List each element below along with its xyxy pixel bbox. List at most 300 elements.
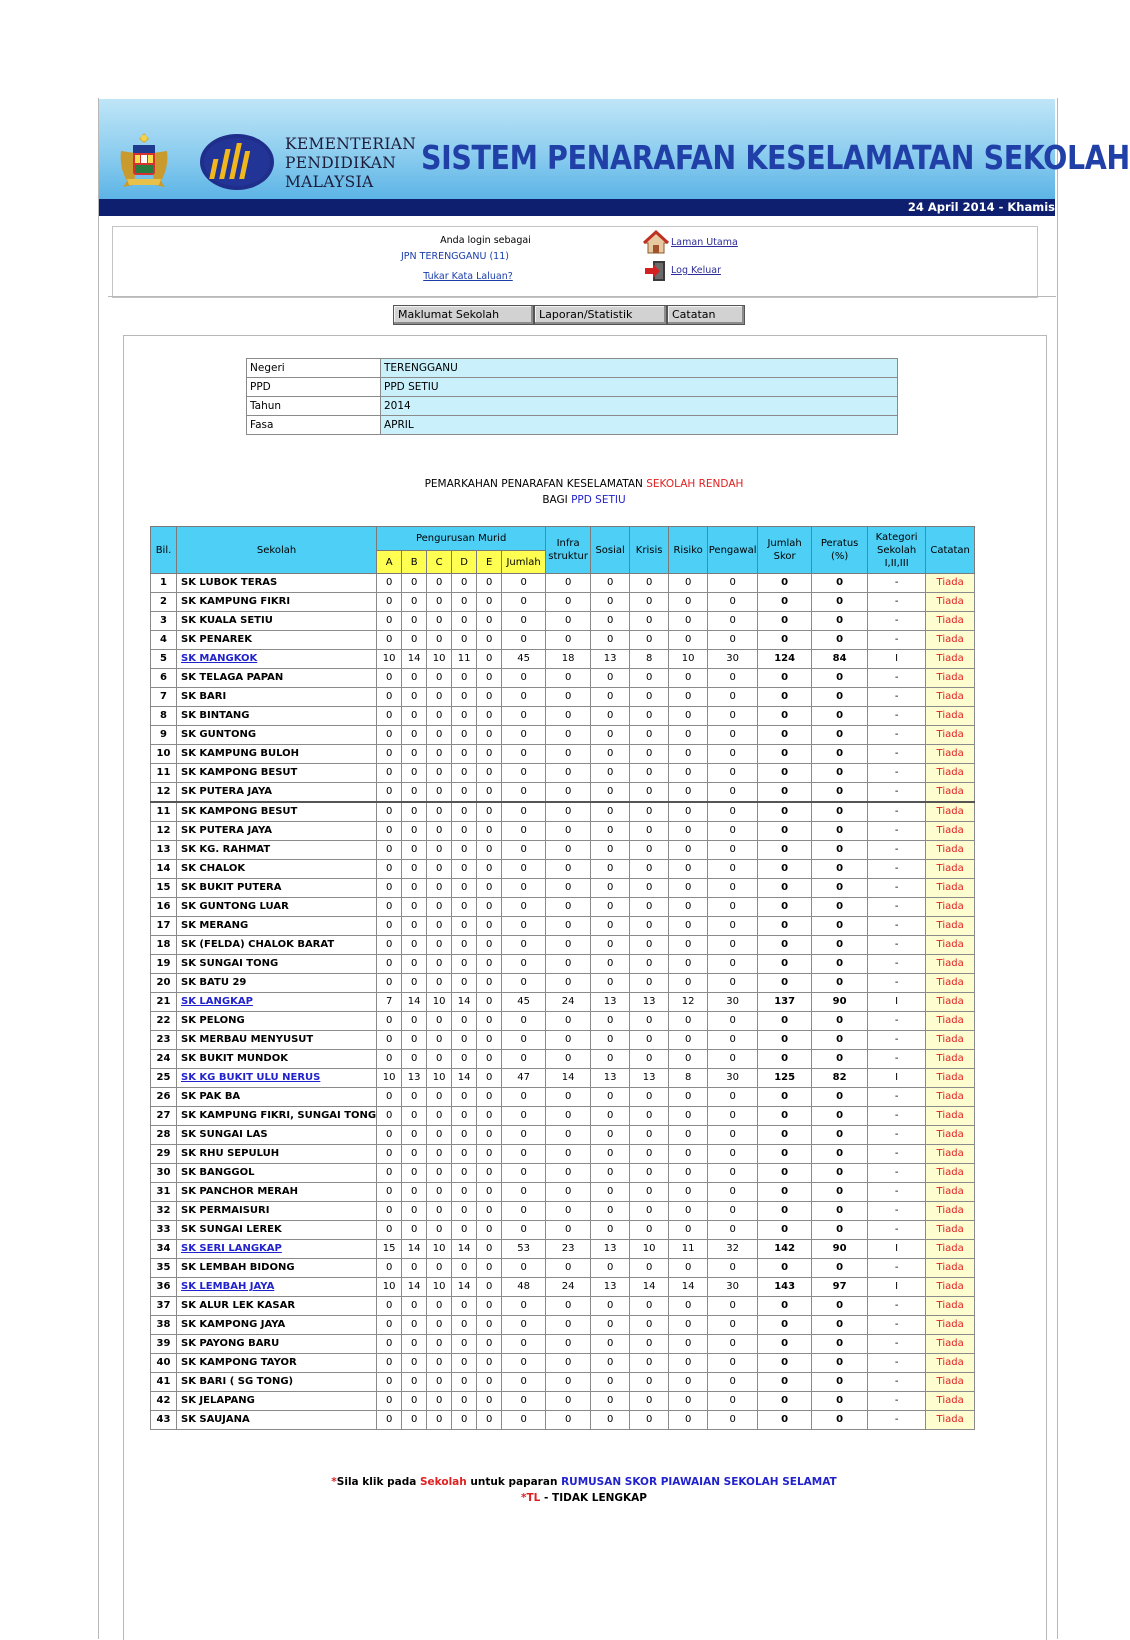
cell-c: 0 xyxy=(427,631,452,650)
col-risiko: Risiko xyxy=(669,527,708,574)
cell-d: 0 xyxy=(452,745,477,764)
cell-jumlah: 0 xyxy=(502,1221,546,1240)
cell-a: 0 xyxy=(377,936,402,955)
cell-catatan: Tiada xyxy=(926,574,975,593)
col-kategori-line-2: Sekolah xyxy=(876,544,917,556)
cell-c: 0 xyxy=(427,1316,452,1335)
cell-catatan: Tiada xyxy=(926,1354,975,1373)
info-value: 2014 xyxy=(381,397,898,416)
cell-pengawal: 0 xyxy=(708,1297,758,1316)
cell-krisis: 0 xyxy=(630,1050,669,1069)
school-link[interactable]: SK SERI LANGKAP xyxy=(181,1243,282,1254)
cell-kategori: I xyxy=(868,1278,926,1297)
table-row xyxy=(151,841,975,860)
cell-a: 0 xyxy=(377,1126,402,1145)
cell-a: 0 xyxy=(377,745,402,764)
cell-peratus: 84 xyxy=(812,650,868,669)
cell-infrastruktur: 0 xyxy=(546,1316,591,1335)
cell-jumlah-skor: 0 xyxy=(758,726,812,745)
table-row xyxy=(151,917,975,936)
col-c: C xyxy=(427,551,452,574)
cell-catatan: Tiada xyxy=(926,1050,975,1069)
col-e: E xyxy=(477,551,502,574)
cell-e: 0 xyxy=(477,593,502,612)
school-link[interactable]: SK LEMBAH JAYA xyxy=(181,1281,275,1292)
table-row xyxy=(151,745,975,764)
table-row xyxy=(151,612,975,631)
school-link[interactable]: SK LANGKAP xyxy=(181,996,253,1007)
cell-krisis: 0 xyxy=(630,764,669,783)
cell-e: 0 xyxy=(477,1107,502,1126)
cell-e: 0 xyxy=(477,612,502,631)
cell-infrastruktur: 0 xyxy=(546,574,591,593)
house-icon xyxy=(643,231,669,255)
cell-a: 0 xyxy=(377,631,402,650)
cell-catatan: Tiada xyxy=(926,745,975,764)
cell-sekolah: SK BUKIT MUNDOK xyxy=(177,1050,377,1069)
cell-catatan: Tiada xyxy=(926,1164,975,1183)
cell-bil: 28 xyxy=(151,1126,177,1145)
table-row xyxy=(151,974,975,993)
cell-b: 0 xyxy=(402,1183,427,1202)
cell-b: 0 xyxy=(402,612,427,631)
info-label: Fasa xyxy=(247,416,381,435)
cell-jumlah: 0 xyxy=(502,593,546,612)
cell-kategori: - xyxy=(868,1373,926,1392)
cell-b: 0 xyxy=(402,936,427,955)
cell-catatan: Tiada xyxy=(926,1221,975,1240)
change-password-link[interactable]: Tukar Kata Laluan? xyxy=(423,271,513,282)
cell-sekolah: SK KAMPUNG FIKRI, SUNGAI TONG xyxy=(177,1107,377,1126)
cell-jumlah-skor: 0 xyxy=(758,593,812,612)
cell-jumlah: 0 xyxy=(502,822,546,841)
cell-jumlah-skor: 0 xyxy=(758,669,812,688)
cell-d: 0 xyxy=(452,1145,477,1164)
cell-pengawal: 0 xyxy=(708,898,758,917)
cell-b: 0 xyxy=(402,1335,427,1354)
cell-d: 0 xyxy=(452,1335,477,1354)
cell-risiko: 0 xyxy=(669,1183,708,1202)
cell-kategori: - xyxy=(868,1107,926,1126)
cell-a: 0 xyxy=(377,1411,402,1430)
cell-jumlah: 0 xyxy=(502,1297,546,1316)
cell-kategori: - xyxy=(868,764,926,783)
cell-b: 0 xyxy=(402,879,427,898)
cell-b: 0 xyxy=(402,1145,427,1164)
caption-line2-prefix: BAGI xyxy=(542,494,568,506)
info-row xyxy=(247,416,898,435)
cell-infrastruktur: 0 xyxy=(546,1335,591,1354)
cell-jumlah: 0 xyxy=(502,917,546,936)
cell-d: 0 xyxy=(452,898,477,917)
cell-jumlah-skor: 124 xyxy=(758,650,812,669)
cell-bil: 12 xyxy=(151,822,177,841)
cell-risiko: 0 xyxy=(669,974,708,993)
cell-peratus: 0 xyxy=(812,1392,868,1411)
cell-sekolah xyxy=(177,1240,377,1259)
cell-d: 0 xyxy=(452,764,477,783)
cell-d: 11 xyxy=(452,650,477,669)
cell-peratus: 97 xyxy=(812,1278,868,1297)
cell-sekolah: SK LEMBAH BIDONG xyxy=(177,1259,377,1278)
cell-infrastruktur: 0 xyxy=(546,1031,591,1050)
cell-a: 0 xyxy=(377,917,402,936)
cell-c: 0 xyxy=(427,1297,452,1316)
cell-krisis: 13 xyxy=(630,1069,669,1088)
cell-b: 14 xyxy=(402,993,427,1012)
cell-infrastruktur: 0 xyxy=(546,822,591,841)
cell-jumlah: 0 xyxy=(502,783,546,803)
table-row xyxy=(151,726,975,745)
cell-d: 0 xyxy=(452,1392,477,1411)
system-title: SISTEM PENARAFAN KESELAMATAN SEKOLAH xyxy=(421,139,1130,177)
home-link-label[interactable]: Laman Utama xyxy=(671,237,738,248)
table-row xyxy=(151,1164,975,1183)
col-peratus xyxy=(812,527,868,574)
info-row xyxy=(247,359,898,378)
cell-b: 0 xyxy=(402,783,427,803)
cell-peratus: 0 xyxy=(812,1411,868,1430)
cell-bil: 27 xyxy=(151,1107,177,1126)
cell-bil: 11 xyxy=(151,764,177,783)
cell-jumlah-skor: 0 xyxy=(758,1012,812,1031)
cell-b: 0 xyxy=(402,802,427,822)
cell-risiko: 0 xyxy=(669,783,708,803)
cell-risiko: 0 xyxy=(669,1107,708,1126)
cell-a: 0 xyxy=(377,1221,402,1240)
cell-jumlah-skor: 0 xyxy=(758,1050,812,1069)
cell-risiko: 10 xyxy=(669,650,708,669)
cell-risiko: 0 xyxy=(669,860,708,879)
cell-peratus: 0 xyxy=(812,917,868,936)
cell-b: 0 xyxy=(402,1373,427,1392)
cell-jumlah-skor: 143 xyxy=(758,1278,812,1297)
cell-peratus: 0 xyxy=(812,1145,868,1164)
cell-b: 0 xyxy=(402,1354,427,1373)
cell-krisis: 0 xyxy=(630,860,669,879)
cell-sekolah xyxy=(177,1069,377,1088)
cell-c: 0 xyxy=(427,745,452,764)
cell-bil: 25 xyxy=(151,1069,177,1088)
cell-pengawal: 0 xyxy=(708,822,758,841)
col-jumlah-line-2: Skor xyxy=(773,551,796,562)
cell-a: 10 xyxy=(377,650,402,669)
cell-sekolah: SK KG. RAHMAT xyxy=(177,841,377,860)
cell-bil: 6 xyxy=(151,669,177,688)
cell-catatan: Tiada xyxy=(926,1316,975,1335)
cell-peratus: 0 xyxy=(812,879,868,898)
col-d: D xyxy=(452,551,477,574)
cell-e: 0 xyxy=(477,879,502,898)
cell-jumlah: 0 xyxy=(502,612,546,631)
header-banner xyxy=(99,99,1130,199)
cell-kategori: - xyxy=(868,822,926,841)
cell-d: 0 xyxy=(452,631,477,650)
cell-b: 0 xyxy=(402,917,427,936)
cell-infrastruktur: 0 xyxy=(546,764,591,783)
cell-c: 0 xyxy=(427,1354,452,1373)
cell-bil: 32 xyxy=(151,1202,177,1221)
cell-e: 0 xyxy=(477,574,502,593)
cell-pengawal: 0 xyxy=(708,669,758,688)
cell-sosial: 0 xyxy=(591,612,630,631)
cell-catatan: Tiada xyxy=(926,1202,975,1221)
cell-peratus: 0 xyxy=(812,1316,868,1335)
school-link[interactable]: SK KG BUKIT ULU NERUS xyxy=(181,1072,321,1083)
info-row xyxy=(247,397,898,416)
tab-catatan[interactable]: Catatan xyxy=(667,305,745,325)
cell-jumlah-skor: 0 xyxy=(758,688,812,707)
cell-c: 0 xyxy=(427,879,452,898)
table-row xyxy=(151,783,975,803)
table-row xyxy=(151,822,975,841)
footnote-sekolah: Sekolah xyxy=(419,1476,467,1488)
cell-catatan: Tiada xyxy=(926,955,975,974)
cell-sosial: 13 xyxy=(591,993,630,1012)
cell-risiko: 0 xyxy=(669,1297,708,1316)
tab-laporan-statistik[interactable]: Laporan/Statistik xyxy=(534,305,667,325)
cell-kategori: - xyxy=(868,1126,926,1145)
cell-catatan: Tiada xyxy=(926,1126,975,1145)
cell-sosial: 0 xyxy=(591,1392,630,1411)
school-link[interactable]: SK MANGKOK xyxy=(181,653,258,664)
cell-jumlah: 0 xyxy=(502,669,546,688)
cell-d: 0 xyxy=(452,1411,477,1430)
table-row xyxy=(151,707,975,726)
cell-jumlah: 0 xyxy=(502,1316,546,1335)
cell-sekolah: SK PENAREK xyxy=(177,631,377,650)
cell-a: 0 xyxy=(377,898,402,917)
cell-kategori: - xyxy=(868,612,926,631)
cell-a: 0 xyxy=(377,1183,402,1202)
cell-bil: 42 xyxy=(151,1392,177,1411)
table-row xyxy=(151,1411,975,1430)
cell-d: 0 xyxy=(452,1316,477,1335)
cell-risiko: 0 xyxy=(669,631,708,650)
cell-sosial: 0 xyxy=(591,669,630,688)
login-label: Anda login sebagai xyxy=(440,235,531,246)
cell-e: 0 xyxy=(477,650,502,669)
cell-infrastruktur: 0 xyxy=(546,1202,591,1221)
cell-b: 0 xyxy=(402,1107,427,1126)
logout-link-label[interactable]: Log Keluar xyxy=(671,265,721,276)
cell-e: 0 xyxy=(477,1335,502,1354)
cell-pengawal: 0 xyxy=(708,1335,758,1354)
cell-krisis: 0 xyxy=(630,1126,669,1145)
cell-b: 0 xyxy=(402,955,427,974)
cell-peratus: 0 xyxy=(812,1126,868,1145)
cell-d: 14 xyxy=(452,993,477,1012)
cell-pengawal: 0 xyxy=(708,1411,758,1430)
cell-jumlah: 0 xyxy=(502,688,546,707)
cell-a: 0 xyxy=(377,1392,402,1411)
cell-b: 0 xyxy=(402,669,427,688)
logout-link[interactable] xyxy=(643,259,721,283)
cell-sekolah: SK KAMPONG BESUT xyxy=(177,764,377,783)
cell-sosial: 0 xyxy=(591,1297,630,1316)
cell-pengawal: 0 xyxy=(708,1373,758,1392)
cell-b: 0 xyxy=(402,841,427,860)
cell-b: 0 xyxy=(402,745,427,764)
cell-krisis: 0 xyxy=(630,802,669,822)
cell-sekolah xyxy=(177,993,377,1012)
cell-infrastruktur: 0 xyxy=(546,631,591,650)
cell-peratus: 0 xyxy=(812,745,868,764)
cell-bil: 8 xyxy=(151,707,177,726)
cell-d: 0 xyxy=(452,1354,477,1373)
cell-pengawal: 0 xyxy=(708,1259,758,1278)
cell-e: 0 xyxy=(477,1088,502,1107)
cell-a: 0 xyxy=(377,841,402,860)
cell-catatan: Tiada xyxy=(926,650,975,669)
footnote-text-a: Sila klik pada xyxy=(336,1476,417,1488)
col-jumlah-line-1: Jumlah xyxy=(767,538,802,549)
cell-jumlah: 0 xyxy=(502,1164,546,1183)
cell-c: 0 xyxy=(427,841,452,860)
cell-jumlah: 0 xyxy=(502,955,546,974)
cell-e: 0 xyxy=(477,1278,502,1297)
cell-c: 0 xyxy=(427,574,452,593)
cell-jumlah: 0 xyxy=(502,974,546,993)
cell-jumlah: 0 xyxy=(502,1411,546,1430)
table-row xyxy=(151,1050,975,1069)
home-link[interactable] xyxy=(643,231,738,255)
table-row xyxy=(151,1297,975,1316)
cell-jumlah: 0 xyxy=(502,1354,546,1373)
info-label: PPD xyxy=(247,378,381,397)
table-row xyxy=(151,1069,975,1088)
cell-d: 0 xyxy=(452,707,477,726)
cell-bil: 36 xyxy=(151,1278,177,1297)
cell-c: 0 xyxy=(427,1259,452,1278)
cell-catatan: Tiada xyxy=(926,1145,975,1164)
cell-bil: 15 xyxy=(151,879,177,898)
cell-sekolah: SK KAMPONG TAYOR xyxy=(177,1354,377,1373)
cell-kategori: - xyxy=(868,745,926,764)
cell-a: 0 xyxy=(377,822,402,841)
col-jumlah: Jumlah xyxy=(502,551,546,574)
cell-sosial: 0 xyxy=(591,917,630,936)
cell-bil: 17 xyxy=(151,917,177,936)
cell-krisis: 0 xyxy=(630,631,669,650)
cell-sekolah: SK KAMPONG JAYA xyxy=(177,1316,377,1335)
col-sekolah: Sekolah xyxy=(177,527,377,574)
cell-sosial: 0 xyxy=(591,1164,630,1183)
cell-krisis: 0 xyxy=(630,917,669,936)
cell-krisis: 0 xyxy=(630,841,669,860)
cell-krisis: 0 xyxy=(630,574,669,593)
table-row xyxy=(151,1259,975,1278)
cell-krisis: 0 xyxy=(630,612,669,631)
cell-bil: 34 xyxy=(151,1240,177,1259)
cell-c: 0 xyxy=(427,688,452,707)
cell-d: 0 xyxy=(452,860,477,879)
cell-peratus: 0 xyxy=(812,1221,868,1240)
cell-risiko: 0 xyxy=(669,726,708,745)
cell-risiko: 0 xyxy=(669,1126,708,1145)
cell-sosial: 0 xyxy=(591,860,630,879)
cell-risiko: 0 xyxy=(669,612,708,631)
cell-d: 0 xyxy=(452,1164,477,1183)
cell-kategori: - xyxy=(868,1202,926,1221)
cell-sekolah: SK PAK BA xyxy=(177,1088,377,1107)
cell-bil: 31 xyxy=(151,1183,177,1202)
cell-infrastruktur: 0 xyxy=(546,1126,591,1145)
cell-a: 0 xyxy=(377,783,402,803)
cell-sekolah: SK PAYONG BARU xyxy=(177,1335,377,1354)
cell-krisis: 0 xyxy=(630,936,669,955)
cell-jumlah-skor: 0 xyxy=(758,1145,812,1164)
cell-kategori: - xyxy=(868,1411,926,1430)
cell-catatan: Tiada xyxy=(926,802,975,822)
cell-sekolah: SK KAMPUNG FIKRI xyxy=(177,593,377,612)
cell-jumlah-skor: 0 xyxy=(758,936,812,955)
cell-a: 0 xyxy=(377,1145,402,1164)
cell-pengawal: 0 xyxy=(708,974,758,993)
table-row xyxy=(151,1031,975,1050)
cell-b: 0 xyxy=(402,1259,427,1278)
cell-c: 0 xyxy=(427,1373,452,1392)
cell-peratus: 0 xyxy=(812,1259,868,1278)
col-infrastruktur xyxy=(546,527,591,574)
cell-krisis: 0 xyxy=(630,593,669,612)
cell-sosial: 0 xyxy=(591,1411,630,1430)
cell-peratus: 0 xyxy=(812,955,868,974)
cell-krisis: 0 xyxy=(630,1354,669,1373)
cell-b: 0 xyxy=(402,1316,427,1335)
cell-infrastruktur: 0 xyxy=(546,1411,591,1430)
cell-e: 0 xyxy=(477,1069,502,1088)
cell-infrastruktur: 24 xyxy=(546,993,591,1012)
cell-a: 0 xyxy=(377,802,402,822)
cell-sosial: 0 xyxy=(591,898,630,917)
cell-sekolah: SK (FELDA) CHALOK BARAT xyxy=(177,936,377,955)
cell-sosial: 0 xyxy=(591,574,630,593)
cell-peratus: 0 xyxy=(812,574,868,593)
cell-jumlah-skor: 0 xyxy=(758,574,812,593)
footnote-line-1 xyxy=(123,1474,1045,1490)
cell-jumlah: 0 xyxy=(502,764,546,783)
cell-c: 0 xyxy=(427,1107,452,1126)
footnote-rumusan: RUMUSAN SKOR PIAWAIAN SEKOLAH SELAMAT xyxy=(561,1476,837,1488)
table-row xyxy=(151,1278,975,1297)
login-user: JPN TERENGGANU (11) xyxy=(401,251,509,262)
cell-b: 0 xyxy=(402,631,427,650)
cell-d: 0 xyxy=(452,783,477,803)
cell-b: 0 xyxy=(402,974,427,993)
cell-peratus: 0 xyxy=(812,1088,868,1107)
cell-d: 0 xyxy=(452,1183,477,1202)
cell-jumlah: 0 xyxy=(502,1259,546,1278)
footnote-line-2 xyxy=(123,1490,1045,1506)
cell-b: 14 xyxy=(402,650,427,669)
cell-e: 0 xyxy=(477,631,502,650)
cell-pengawal: 0 xyxy=(708,783,758,803)
cell-d: 0 xyxy=(452,936,477,955)
cell-risiko: 14 xyxy=(669,1278,708,1297)
cell-kategori: - xyxy=(868,726,926,745)
cell-jumlah-skor: 0 xyxy=(758,707,812,726)
cell-c: 0 xyxy=(427,764,452,783)
cell-infrastruktur: 24 xyxy=(546,1278,591,1297)
cell-e: 0 xyxy=(477,898,502,917)
cell-pengawal: 0 xyxy=(708,1126,758,1145)
cell-pengawal: 0 xyxy=(708,574,758,593)
cell-kategori: - xyxy=(868,1354,926,1373)
cell-e: 0 xyxy=(477,1145,502,1164)
cell-risiko: 12 xyxy=(669,993,708,1012)
tab-maklumat-sekolah[interactable]: Maklumat Sekolah xyxy=(393,305,534,325)
